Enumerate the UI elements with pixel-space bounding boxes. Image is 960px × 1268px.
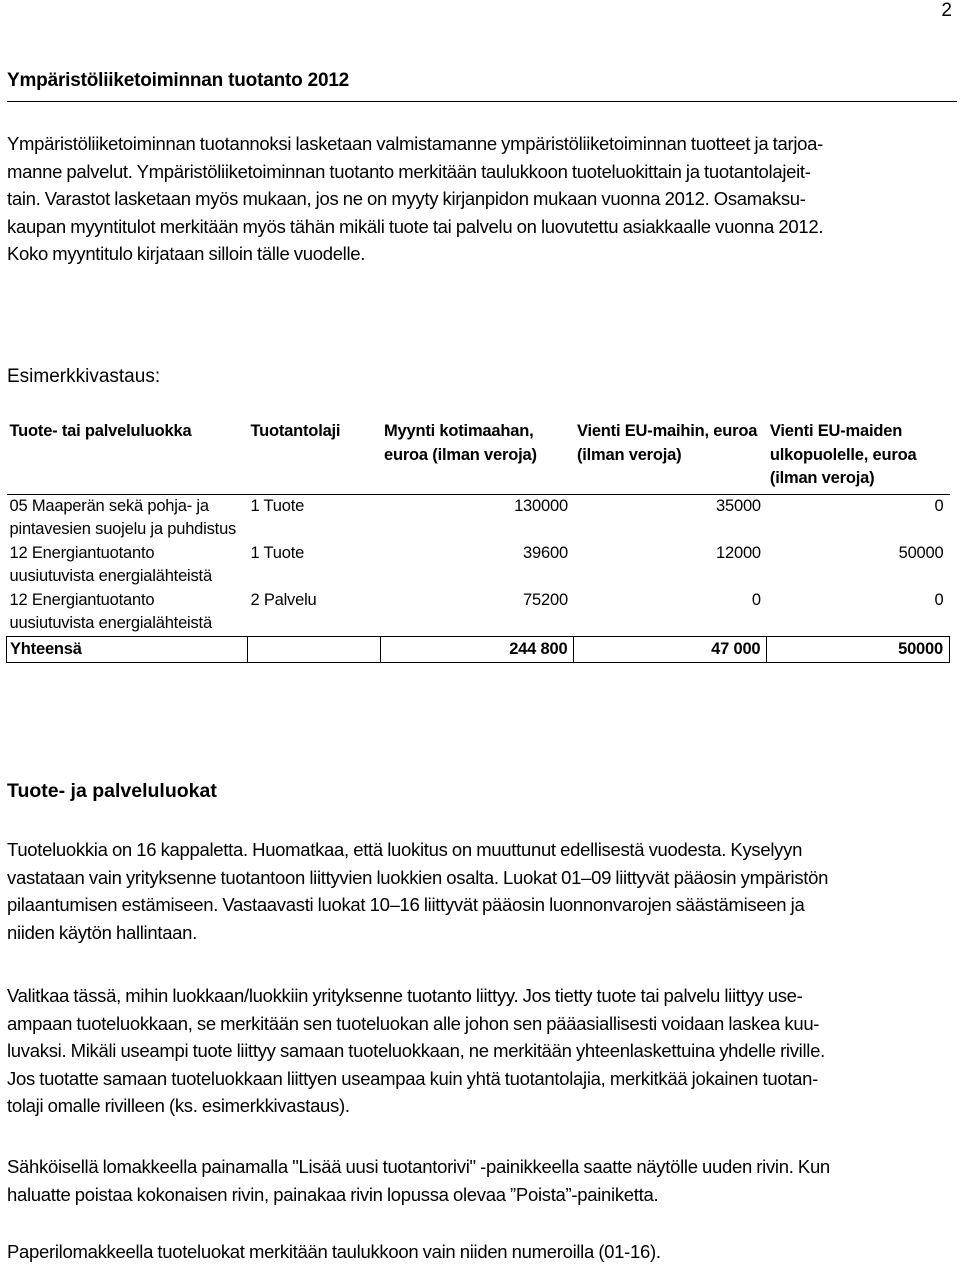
example-table <box>6 420 950 663</box>
table-row <box>7 494 950 542</box>
paragraph-line: Sähköisellä lomakkeella painamalla "Lisää uusi tuotantorivi" -painikkeella saatte näytölle uuden rivin. Kun <box>7 1156 830 1177</box>
table-header-row <box>7 420 950 494</box>
cell-non-eu-export: 50000 <box>898 543 944 562</box>
paragraph-line: vastataan vain yrityksenne tuotantoon liittyvien luokkien osalta. Luokat 01–09 liittyvät pääosin ympäristön <box>7 866 829 888</box>
intro-line: kaupan myyntitulot merkitään myös tähän mikäli tuote tai palvelu on luovutettu asiakkaalle vuonna 2012. <box>7 215 824 237</box>
table-row <box>7 589 950 637</box>
cell-product-class: 12 Energiantuotanto uusiutuvista energialähteistä <box>9 590 212 632</box>
paragraph-line: Jos tuotatte samaan tuoteluokkaan liittyen useampaa kuin yhtä tuotantolajia, merkitkää jokainen tuotan- <box>7 1067 819 1089</box>
header-non-eu-export: Vienti EU-maiden ulkopuolelle, euroa (ilman veroja) <box>769 422 917 487</box>
cell-domestic-sales: 75200 <box>523 590 568 609</box>
intro-line: Koko myyntitulo kirjataan silloin tälle vuodelle. <box>7 243 366 264</box>
paragraph-selection <box>7 982 957 1120</box>
paragraph-line: ampaan tuoteluokkaan, se merkitään sen tuoteluokan alle johon sen pääasiallisesti voidaan laskea kuu- <box>7 1012 820 1034</box>
header-eu-export: Vienti EU-maihin, euroa (ilman veroja) <box>576 422 758 464</box>
cell-production-type: 1 Tuote <box>250 543 305 562</box>
cell-domestic-sales: 39600 <box>523 543 568 562</box>
page-number: 2 <box>941 0 952 21</box>
cell-product-class: 05 Maaperän sekä pohja- ja pintavesien suojelu ja puhdistus <box>9 496 237 538</box>
intro-line: tain. Varastot lasketaan myös mukaan, jos ne on myyty kirjanpidon mukaan vuonna 2012. Osamaksu- <box>7 188 806 209</box>
cell-production-type: 2 Palvelu <box>250 590 317 609</box>
cell-domestic-sales: 130000 <box>514 496 568 515</box>
paragraph-line: Valitkaa tässä, mihin luokkaan/luokkiin yrityksenne tuotanto liittyy. Jos tietty tuote tai palvelu liittyy use- <box>7 985 803 1006</box>
cell-non-eu-export: 0 <box>934 590 944 609</box>
table-row <box>7 542 950 589</box>
paragraph-line: Paperilomakkeella tuoteluokat merkitään taulukkoon vain niiden numeroilla (01-16). <box>7 1241 661 1262</box>
intro-line: Ympäristöliiketoiminnan tuotannoksi lasketaan valmistamanne ympäristöliiketoiminnan tuotteet ja tarjoa- <box>7 133 823 154</box>
total-eu-export: 47 000 <box>574 636 767 663</box>
total-production-type <box>247 636 381 663</box>
intro-line: manne palvelut. Ympäristöliiketoiminnan tuotanto merkitään taulukkoon tuoteluokittain ja tuotantolajeit- <box>7 160 811 182</box>
paragraph-paper-form <box>7 1238 957 1266</box>
paragraph-line: pilaantumisen estämiseen. Vastaavasti luokat 10–16 liittyvät pääosin luonnonvarojen säästämiseen ja <box>7 894 805 915</box>
cell-eu-export: 0 <box>751 590 761 609</box>
table-total-row <box>7 636 950 663</box>
cell-eu-export: 12000 <box>716 543 761 562</box>
subsection-title: Tuote- ja palveluluokat <box>7 780 217 802</box>
header-product-class: Tuote- tai palveluluokka <box>9 422 192 440</box>
paragraph-line: haluatte poistaa kokonaisen rivin, painakaa rivin lopussa olevaa ”Poista”-painiketta. <box>7 1183 659 1205</box>
paragraph-line: luvaksi. Mikäli useampi tuote liittyy samaan tuoteluokkaan, ne merkitään yhteenlaskettuina yhdelle riville. <box>7 1040 825 1061</box>
paragraph-classes <box>7 836 957 946</box>
paragraph-line: niiden käytön hallintaan. <box>7 921 198 943</box>
header-production-type: Tuotantolaji <box>250 422 341 440</box>
paragraph-line: tolaji omalle rivilleen (ks. esimerkkivastaus). <box>7 1095 350 1116</box>
total-non-eu-export: 50000 <box>767 636 950 663</box>
cell-non-eu-export: 0 <box>934 496 944 515</box>
example-label: Esimerkkivastaus: <box>7 366 161 387</box>
cell-product-class: 12 Energiantuotanto uusiutuvista energialähteistä <box>9 543 212 585</box>
section-title: Ympäristöliiketoiminnan tuotanto 2012 <box>7 70 957 102</box>
total-domestic-sales: 244 800 <box>381 636 574 663</box>
total-label: Yhteensä <box>7 636 248 663</box>
paragraph-line: Tuoteluokkia on 16 kappaletta. Huomatkaa, että luokitus on muuttunut edellisestä vuodesta. Kyselyyn <box>7 839 803 860</box>
cell-eu-export: 35000 <box>716 496 761 515</box>
cell-production-type: 1 Tuote <box>250 496 305 515</box>
intro-paragraph <box>7 130 957 268</box>
paragraph-electronic-form <box>7 1153 957 1208</box>
header-domestic-sales: Myynti kotimaahan, euroa (ilman veroja) <box>383 422 537 464</box>
